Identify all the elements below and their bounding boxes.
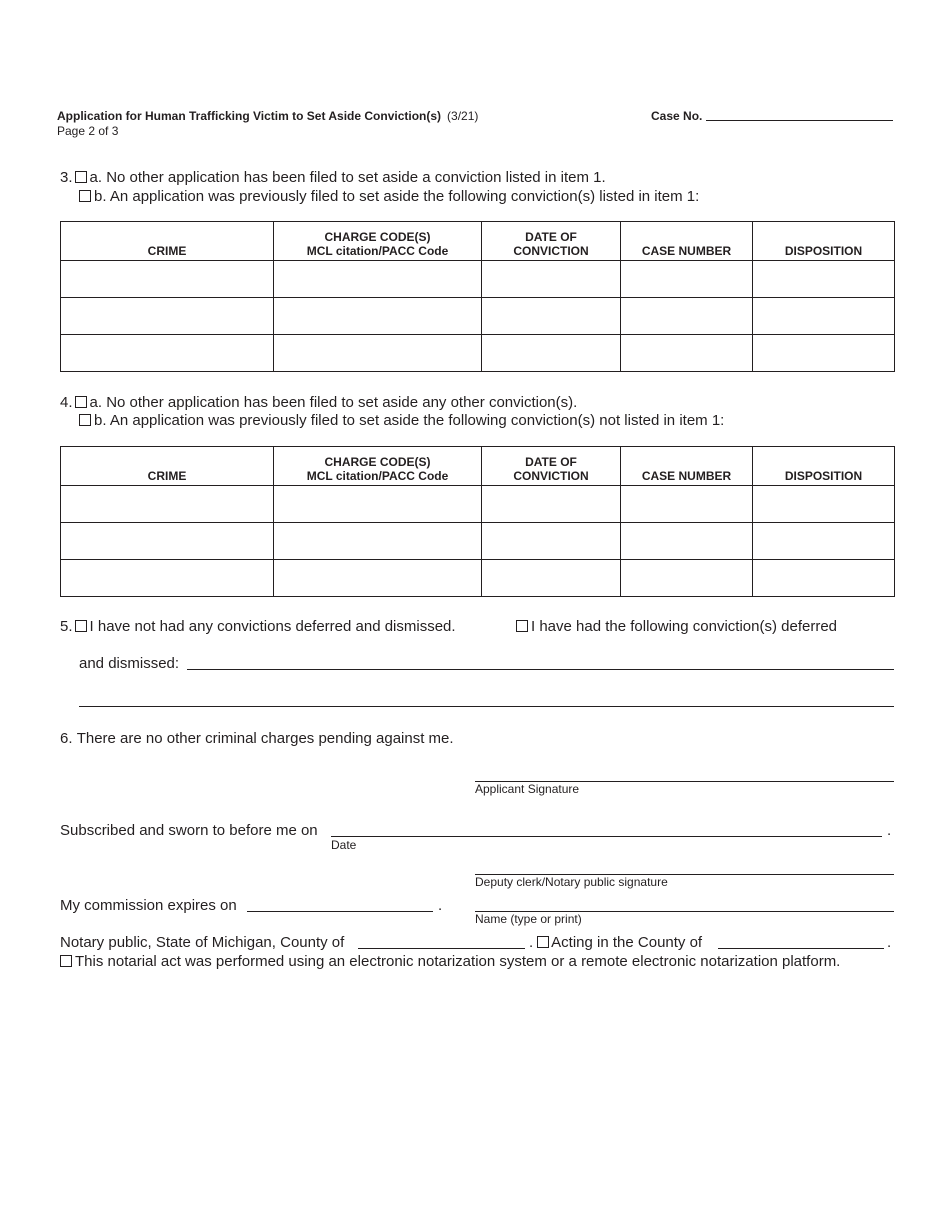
table-cell[interactable] (753, 261, 895, 298)
table-cell[interactable] (621, 560, 753, 597)
table-header-row (61, 447, 895, 486)
deputy-signature-label: Deputy clerk/Notary public signature (475, 875, 668, 889)
commission-date-field[interactable] (247, 911, 433, 912)
col-crime: CRIME (61, 222, 274, 261)
item5-number: 5. (60, 618, 73, 635)
table-cell[interactable] (482, 335, 621, 372)
subscribed-label: Subscribed and sworn to before me on (60, 822, 318, 839)
table-cell[interactable] (482, 523, 621, 560)
table-cell[interactable] (482, 486, 621, 523)
notary-county-label: Notary public, State of Michigan, County of (60, 934, 345, 951)
table-cell[interactable] (753, 560, 895, 597)
subscribed-date-field[interactable] (331, 836, 882, 837)
col-date-l2: CONVICTION (513, 469, 589, 483)
notary-county-field[interactable] (358, 948, 525, 949)
item3-number: 3. (60, 169, 73, 186)
item5-option2 (514, 618, 837, 636)
table-cell[interactable] (621, 335, 753, 372)
item3-b-text: b. An application was previously filed to set aside the following conviction(s) listed in item 1: (94, 188, 700, 205)
form-title-text: Application for Human Trafficking Victim to Set Aside Conviction(s) (57, 109, 442, 123)
item3-a-checkbox[interactable] (75, 171, 87, 183)
item5-option1-checkbox[interactable] (75, 620, 87, 632)
table-cell[interactable] (274, 523, 482, 560)
table-cell[interactable] (274, 486, 482, 523)
item4-b (77, 412, 724, 430)
item6-text: There are no other criminal charges pending against me. (76, 730, 454, 747)
table-cell[interactable] (61, 560, 274, 597)
table-row (61, 486, 895, 523)
table-cell[interactable] (482, 298, 621, 335)
acting-county-period: . (887, 934, 892, 951)
table-cell[interactable] (482, 560, 621, 597)
table-header-row (61, 222, 895, 261)
table-cell[interactable] (61, 261, 274, 298)
acting-county-checkbox[interactable] (537, 936, 549, 948)
item4-b-text: b. An application was previously filed to set aside the following conviction(s) not listed in item 1: (94, 412, 725, 429)
table-cell[interactable] (753, 298, 895, 335)
table-cell[interactable] (274, 335, 482, 372)
item6 (60, 730, 454, 748)
item5-option2-checkbox[interactable] (516, 620, 528, 632)
deferred-convictions-field[interactable] (187, 669, 894, 670)
table-cell[interactable] (621, 523, 753, 560)
applicant-signature-label: Applicant Signature (475, 782, 580, 796)
item5-continuation: and dismissed: (79, 655, 180, 672)
case-no-label: Case No. (651, 109, 703, 123)
col-date-l1: DATE OF (525, 455, 577, 469)
item3-conviction-table (60, 221, 895, 372)
table-cell[interactable] (274, 298, 482, 335)
item4-a-text: a. No other application has been filed to set aside any other conviction(s). (89, 394, 578, 411)
table-row (61, 298, 895, 335)
col-case-number: CASE NUMBER (621, 447, 753, 486)
item3-a (60, 169, 606, 187)
subscribed-period: . (887, 822, 892, 839)
col-charge-code (274, 222, 482, 261)
table-cell[interactable] (61, 486, 274, 523)
col-disposition: DISPOSITION (753, 447, 895, 486)
table-row (61, 523, 895, 560)
electronic-notarization (58, 953, 840, 971)
acting-county-field[interactable] (718, 948, 884, 949)
page-number: Page 2 of 3 (57, 124, 119, 138)
table-row (61, 560, 895, 597)
table-cell[interactable] (61, 523, 274, 560)
item4-number: 4. (60, 394, 73, 411)
item4-a (60, 394, 577, 412)
table-cell[interactable] (482, 261, 621, 298)
electronic-notarization-checkbox[interactable] (60, 955, 72, 967)
col-charge-code-l1: CHARGE CODE(S) (324, 230, 431, 244)
acting-county-text: Acting in the County of (551, 934, 703, 951)
col-charge-code (274, 447, 482, 486)
table-cell[interactable] (274, 560, 482, 597)
col-charge-code-l1: CHARGE CODE(S) (324, 455, 431, 469)
name-label: Name (type or print) (475, 912, 582, 926)
item4-a-checkbox[interactable] (75, 396, 87, 408)
col-date-l2: CONVICTION (513, 244, 589, 258)
commission-label: My commission expires on (60, 897, 237, 914)
col-date (482, 447, 621, 486)
item5-option2-text: I have had the following conviction(s) deferred (531, 618, 838, 635)
item6-number: 6. (60, 730, 73, 747)
acting-period: . (529, 934, 534, 951)
table-cell[interactable] (61, 298, 274, 335)
form-title (57, 109, 478, 123)
col-crime: CRIME (61, 447, 274, 486)
commission-period: . (438, 897, 443, 914)
deferred-convictions-field-2[interactable] (79, 706, 894, 707)
item5-option1 (60, 618, 456, 636)
table-cell[interactable] (621, 486, 753, 523)
col-charge-code-l2: MCL citation/PACC Code (306, 469, 449, 483)
item3-a-text: a. No other application has been filed to set aside a conviction listed in item 1. (89, 169, 606, 186)
acting-county (529, 934, 702, 952)
item5-option1-text: I have not had any convictions deferred and dismissed. (89, 618, 456, 635)
table-cell[interactable] (753, 523, 895, 560)
item4-conviction-table (60, 446, 895, 597)
table-cell[interactable] (753, 335, 895, 372)
col-charge-code-l2: MCL citation/PACC Code (306, 244, 449, 258)
item3-b (77, 188, 699, 206)
table-cell[interactable] (621, 298, 753, 335)
table-cell[interactable] (621, 261, 753, 298)
form-revision: (3/21) (447, 109, 479, 123)
col-date (482, 222, 621, 261)
table-row (61, 261, 895, 298)
table-row (61, 335, 895, 372)
date-label: Date (331, 838, 357, 852)
table-cell[interactable] (753, 486, 895, 523)
table-cell[interactable] (61, 335, 274, 372)
col-date-l1: DATE OF (525, 230, 577, 244)
table-cell[interactable] (274, 261, 482, 298)
col-disposition: DISPOSITION (753, 222, 895, 261)
col-case-number: CASE NUMBER (621, 222, 753, 261)
item4-b-checkbox[interactable] (79, 414, 91, 426)
case-no-field[interactable] (706, 120, 893, 121)
item3-b-checkbox[interactable] (79, 190, 91, 202)
electronic-notarization-text: This notarial act was performed using an electronic notarization system or a remote electronic notarization platform. (75, 953, 841, 970)
